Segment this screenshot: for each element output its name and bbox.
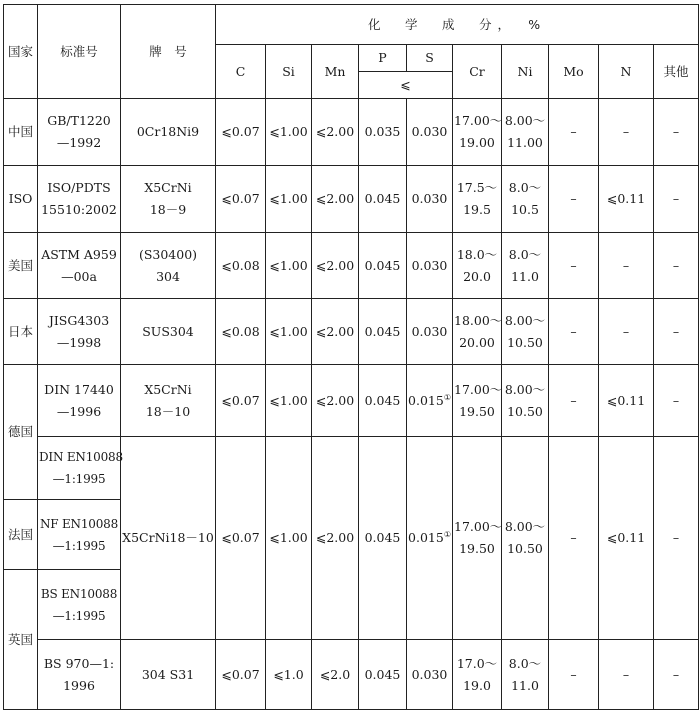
standard-line-2: 15510:2002 (41, 202, 117, 217)
C-cell: ⩽0.07 (216, 365, 266, 437)
grade-cell-merged: X5CrNi18－10 (121, 437, 216, 640)
grade-cell (121, 365, 216, 437)
S-cell: 0.030 (407, 166, 453, 233)
Mo-cell: – (549, 99, 599, 166)
header-P: P (359, 45, 407, 72)
Ni-cell (502, 365, 549, 437)
Cr-cell-merged (453, 437, 502, 640)
Cr-max: 19.5 (463, 202, 491, 217)
N-cell: – (599, 640, 654, 710)
N-cell: – (599, 233, 654, 299)
Si-cell-merged: ⩽1.00 (266, 437, 312, 640)
Ni-min: 8.00～ (504, 519, 546, 534)
Mn-cell-merged: ⩽2.00 (312, 437, 359, 640)
C-cell: ⩽0.07 (216, 99, 266, 166)
Cr-min: 18.0～ (456, 246, 498, 262)
standard-line-2: —1992 (56, 135, 102, 150)
P-cell: 0.045 (359, 299, 407, 365)
Cr-cell (453, 640, 502, 710)
P-cell: 0.035 (359, 99, 407, 166)
standard-line-1: JISG4303 (48, 312, 110, 328)
table-row (4, 640, 699, 710)
standard-line-1: BS EN10088 (40, 586, 118, 601)
standard-line-2: —1:1995 (52, 538, 106, 553)
Ni-min: 8.0～ (508, 246, 542, 262)
standard-cell (38, 166, 121, 233)
Mo-cell-merged: – (549, 437, 599, 640)
Ni-cell (502, 166, 549, 233)
Cr-cell (453, 99, 502, 166)
header-N: N (599, 45, 654, 99)
Cr-min: 18.00～ (454, 312, 503, 328)
S-value: 0.015 (408, 392, 444, 408)
Ni-min: 8.00～ (504, 312, 546, 328)
standard-line-2: —1:1995 (52, 608, 106, 623)
Cr-min: 17.00～ (454, 519, 503, 534)
Si-cell: ⩽1.0 (266, 640, 312, 710)
Ni-min: 8.0～ (508, 655, 542, 671)
grade-line-1: X5CrNi (144, 381, 192, 397)
header-C: C (216, 45, 266, 99)
C-cell: ⩽0.07 (216, 166, 266, 233)
header-row-1 (4, 5, 699, 45)
grade-cell: SUS304 (121, 299, 216, 365)
P-cell: 0.045 (359, 233, 407, 299)
standard-line-2: —1998 (56, 334, 102, 350)
other-cell-merged: – (654, 437, 699, 640)
header-Mo: Mo (549, 45, 599, 99)
Ni-max: 10.50 (507, 403, 543, 419)
Ni-max: 11.0 (511, 268, 539, 284)
N-cell: – (599, 99, 654, 166)
grade-cell: 304 S31 (121, 640, 216, 710)
Ni-max: 10.50 (507, 541, 543, 556)
Mn-cell: ⩽2.00 (312, 365, 359, 437)
Si-cell: ⩽1.00 (266, 99, 312, 166)
header-Si: Si (266, 45, 312, 99)
Cr-max: 19.0 (463, 677, 491, 693)
table-row (4, 365, 699, 437)
chemical-composition-table (3, 4, 699, 710)
footnote-marker: ① (443, 529, 451, 539)
standard-line-2: 1996 (63, 677, 95, 693)
Ni-max: 10.50 (507, 334, 543, 350)
S-cell: 0.030 (407, 233, 453, 299)
Ni-cell-merged (502, 437, 549, 640)
Mn-cell: ⩽2.00 (312, 99, 359, 166)
country-cell-france: 法国 (4, 500, 38, 570)
Si-cell: ⩽1.00 (266, 299, 312, 365)
country-cell: 美国 (4, 233, 38, 299)
S-cell-merged (407, 437, 453, 640)
standard-line-1: ISO/PDTS (47, 180, 111, 195)
Mn-cell: ⩽2.00 (312, 233, 359, 299)
grade-line-1: X5CrNi (144, 180, 192, 195)
Ni-min: 8.0～ (508, 180, 542, 195)
standard-line-1: DIN 17440 (44, 381, 114, 397)
table-row (4, 166, 699, 233)
Cr-cell (453, 299, 502, 365)
C-cell: ⩽0.08 (216, 233, 266, 299)
P-cell: 0.045 (359, 365, 407, 437)
country-cell: 日本 (4, 299, 38, 365)
standard-line-2: —00a (61, 268, 97, 284)
standard-cell (38, 570, 121, 640)
Mo-cell: – (549, 640, 599, 710)
standard-line-2: —1996 (56, 403, 102, 419)
Cr-max: 19.50 (459, 403, 495, 419)
Ni-min: 8.00～ (504, 381, 546, 397)
Cr-cell (453, 166, 502, 233)
Ni-max: 10.5 (511, 202, 539, 217)
Cr-min: 17.00～ (454, 381, 503, 397)
Si-cell: ⩽1.00 (266, 365, 312, 437)
other-cell: – (654, 640, 699, 710)
P-cell: 0.045 (359, 640, 407, 710)
table-row (4, 299, 699, 365)
Cr-min: 17.5～ (456, 180, 498, 195)
Ni-cell (502, 299, 549, 365)
standard-cell (38, 299, 121, 365)
N-cell: – (599, 299, 654, 365)
C-cell-merged: ⩽0.07 (216, 437, 266, 640)
N-cell: ⩽0.11 (599, 365, 654, 437)
Si-cell: ⩽1.00 (266, 233, 312, 299)
header-Mn: Mn (312, 45, 359, 99)
header-Cr: Cr (453, 45, 502, 99)
P-cell-merged: 0.045 (359, 437, 407, 640)
Cr-max: 20.0 (463, 268, 491, 284)
grade-cell: 0Cr18Ni9 (121, 99, 216, 166)
Ni-min: 8.00～ (504, 113, 546, 128)
other-cell: – (654, 99, 699, 166)
C-cell: ⩽0.08 (216, 299, 266, 365)
Cr-cell (453, 233, 502, 299)
S-cell: 0.030 (407, 99, 453, 166)
Mn-cell: ⩽2.0 (312, 640, 359, 710)
table-row (4, 437, 699, 500)
Cr-max: 20.00 (459, 334, 495, 350)
header-le: ⩽ (359, 72, 453, 99)
header-Ni: Ni (502, 45, 549, 99)
Cr-cell (453, 365, 502, 437)
Mo-cell: – (549, 365, 599, 437)
C-cell: ⩽0.07 (216, 640, 266, 710)
country-cell: 中国 (4, 99, 38, 166)
grade-line-1: (S30400) (138, 246, 198, 262)
Cr-max: 19.00 (459, 135, 495, 150)
header-chem-title: 化 学 成 分， % (216, 5, 699, 45)
standard-line-2: —1:1995 (52, 472, 106, 486)
Ni-cell (502, 99, 549, 166)
N-cell-merged: ⩽0.11 (599, 437, 654, 640)
standard-cell (38, 233, 121, 299)
table-row (4, 99, 699, 166)
header-country: 国家 (4, 5, 38, 99)
Cr-min: 17.00～ (454, 113, 503, 128)
country-cell-uk: 英国 (4, 570, 38, 710)
table-row (4, 233, 699, 299)
standard-cell (38, 437, 121, 500)
Si-cell: ⩽1.00 (266, 166, 312, 233)
other-cell: – (654, 299, 699, 365)
country-cell-germany: 德国 (4, 365, 38, 500)
standard-cell (38, 500, 121, 570)
grade-cell (121, 233, 216, 299)
S-cell: 0.030 (407, 640, 453, 710)
Ni-cell (502, 233, 549, 299)
Ni-max: 11.0 (511, 677, 539, 693)
Mn-cell: ⩽2.00 (312, 166, 359, 233)
S-value: 0.015 (408, 530, 444, 545)
N-cell: ⩽0.11 (599, 166, 654, 233)
header-other: 其他 (654, 45, 699, 99)
S-cell (407, 365, 453, 437)
Cr-max: 19.50 (459, 541, 495, 556)
standard-line-1: BS 970—1: (43, 655, 115, 671)
Mo-cell: – (549, 166, 599, 233)
standard-line-1: NF EN10088 (39, 516, 119, 531)
footnote-marker: ① (443, 392, 451, 402)
Mo-cell: – (549, 299, 599, 365)
Cr-min: 17.0～ (456, 655, 498, 671)
S-cell: 0.030 (407, 299, 453, 365)
header-standard: 标准号 (38, 5, 121, 99)
header-S: S (407, 45, 453, 72)
standard-cell (38, 365, 121, 437)
standard-line-1: ASTM A959 (41, 246, 117, 262)
Mn-cell: ⩽2.00 (312, 299, 359, 365)
header-grade: 牌 号 (121, 5, 216, 99)
other-cell: – (654, 166, 699, 233)
P-cell: 0.045 (359, 166, 407, 233)
grade-line-2: 304 (156, 268, 180, 284)
grade-line-2: 18－10 (145, 403, 191, 419)
standard-line-1: GB/T1220 (47, 113, 111, 128)
other-cell: – (654, 365, 699, 437)
standard-cell (38, 640, 121, 710)
grade-line-2: 18－9 (149, 202, 187, 217)
grade-cell (121, 166, 216, 233)
country-cell: ISO (4, 166, 38, 233)
Mo-cell: – (549, 233, 599, 299)
Ni-max: 11.00 (507, 135, 543, 150)
other-cell: – (654, 233, 699, 299)
standard-cell (38, 99, 121, 166)
standard-line-1: DIN EN10088 (39, 450, 123, 464)
Ni-cell (502, 640, 549, 710)
